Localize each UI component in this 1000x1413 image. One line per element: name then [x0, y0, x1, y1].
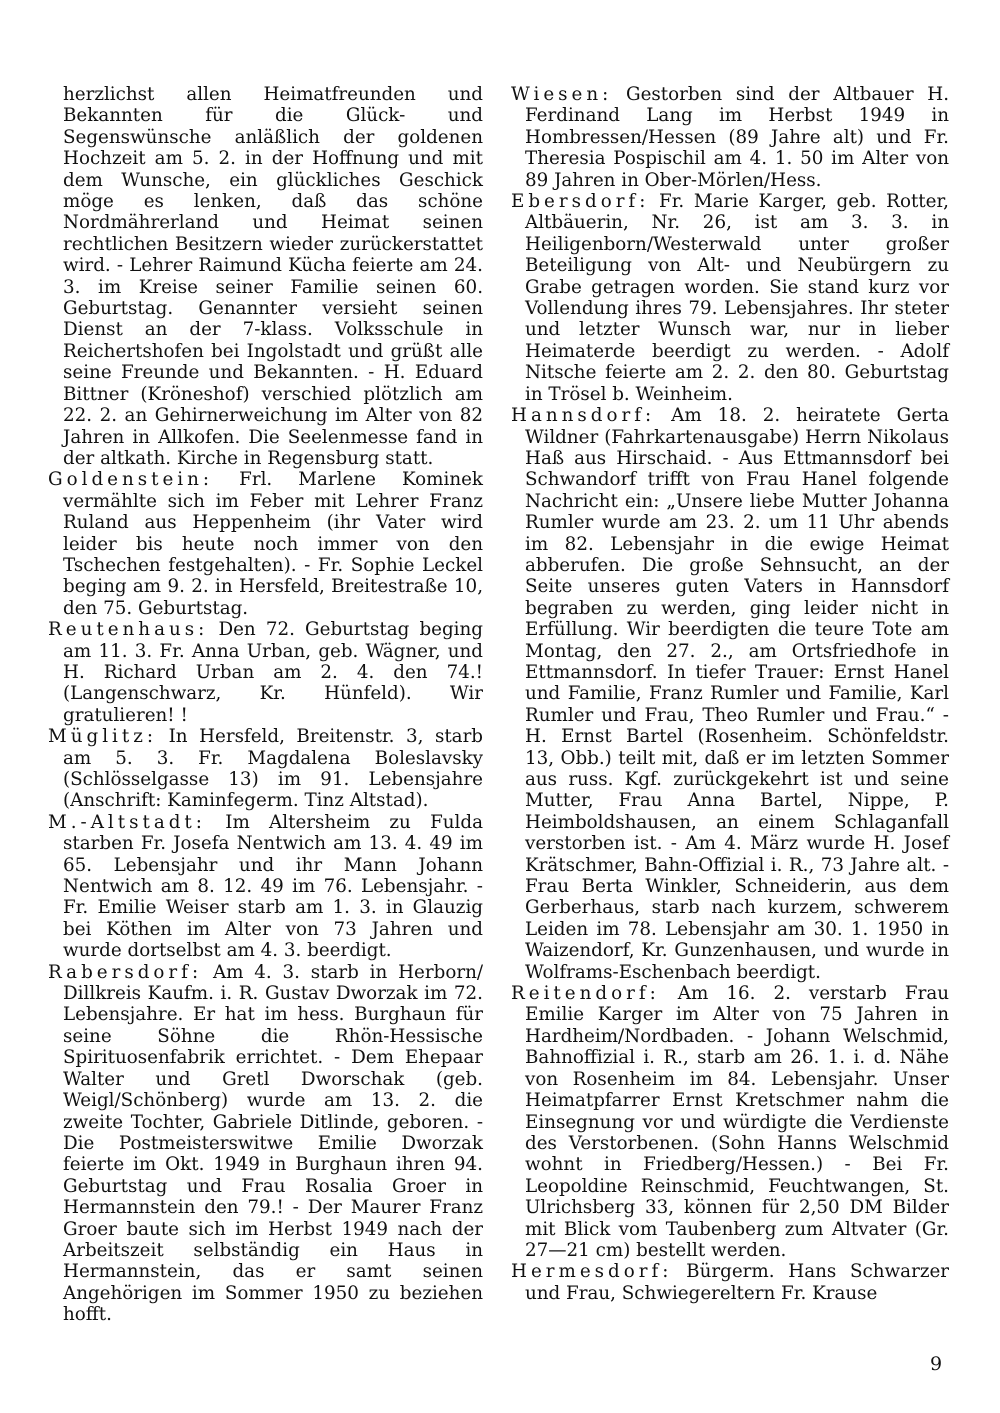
entry-goldenstein [48, 469, 483, 619]
left-column [48, 84, 483, 1326]
place-name: Müglitz: [48, 726, 158, 748]
entry-hermesdorf [511, 1261, 949, 1304]
place-name: Wiesen: [511, 84, 613, 105]
entry-text: Im Altersheim zu Fulda starben Fr. Josefa Nentwich am 13. 4. 49 im 65. Lebensjahr und ihr Mann Johann Nentwich am 8. 12. 49 im 76. Lebensjahr. - Fr. Emilie Weiser starb am 1. 3. in Glauzig bei Köthen im Alter von 73 Jahren und wurde dortselbst am 4. 3. beerdigt. [63, 811, 484, 962]
entry-continuation [48, 84, 483, 469]
entry-mueglitz [48, 726, 483, 812]
entry-wiesen [511, 84, 949, 191]
entry-text: Den 72. Geburtstag beging am 11. 3. Fr. Anna Urban, geb. Wägner, und H. Richard Urban am 2. 4. den 74.! (Langenschwarz, Kr. Hünfeld). Wir gratulieren! ! [63, 619, 484, 726]
entry-text: Am 16. 2. verstarb Frau Emilie Karger im Alter von 75 Jahren in Hardheim/Nordbaden. - Johann Welschmid, Bahnoffizial i. R., starb am 26. 1. i. d. Nähe von Rosenheim im 84. Lebensjahr. Unser Heimatpfarrer Ernst Kretschmer nahm die Einsegnung vor und würdigte die Verdienste des Verstorbenen. (Sohn Hanns Welschmid wohnt in Friedberg/Hessen.) - Bei Fr. Leopoldine Reinschmid, Feuchtwangen, St. Ulrichsberg 33, können für 2,50 DM Bilder mit Blick vom Taubenberg zum Altvater (Gr. 27—21 cm) bestellt werden. [525, 983, 949, 1261]
right-column [511, 84, 949, 1304]
entry-text: Fr. Marie Karger, geb. Rotter, Altbäuerin, Nr. 26, ist am 3. 3. in Heiligenborn/Westerwald unter großer Beteiligung von Alt- und Neubürgern zu Grabe getragen worden. Sie stand kurz vor Vollendung ihres 79. Lebensjahres. Ihr steter und letzter Wunsch war, nur in lieber Heimaterde beerdigt zu werden. - Adolf Nitsche feierte am 2. 2. den 80. Geburtstag in Trösel b. Weinheim. [525, 191, 949, 405]
entry-text: Am 18. 2. heiratete Gerta Wildner (Fahrkartenausgabe) Herrn Nikolaus Haß aus Hirschaid. - Aus Ettmannsdorf bei Schwandorf trifft von Frau Hanel folgende Nachricht ein: „Unsere liebe Mutter Johanna Rumler wurde am 23. 2. um 11 Uhr abends im 82. Lebensjahr in die ewige Heimat abberufen. Die große Sehnsucht, an der Seite unseres guten Vaters in Hannsdorf begraben zu werden, ging leider nicht in Erfüllung. Wir beerdigten die teure Tote am Montag, den 27. 2., am Ortsfriedhofe in Ettmannsdorf. In tiefer Trauer: Ernst Hanel und Familie, Franz Rumler und Familie, Karl Rumler und Frau, Theo Rumler und Frau.“ - H. Ernst Bartel (Rosenheim. Schönfeldstr. 13, Obb.) teilt mit, daß er im letzten Sommer aus russ. Kgf. zurückgekehrt ist und seine Mutter, Frau Anna Bartel, Nippe, P. Heimboldshausen, an einem Schlaganfall verstorben ist. - Am 4. März wurde H. Josef Krätschmer, Bahn-Offizial i. R., 73 Jahre alt. - Frau Berta Winkler, Schneiderin, aus dem Gerberhaus, starb nach kurzem, schwerem Leiden im 78. Lebensjahr am 30. 1. 1950 in Waizendorf, Kr. Gunzenhausen, und wurde in Wolframs-Eschenbach beerdigt. [525, 405, 949, 983]
entry-reitendorf [511, 983, 949, 1261]
place-name: Hannsdorf: [511, 405, 656, 427]
place-name: Ebersdorf: [511, 191, 650, 213]
place-name: M.-Altstadt: [48, 811, 206, 833]
place-name: Rabersdorf: [48, 961, 203, 983]
entry-text: herzlichst allen Heimatfreunden und Bekannten für die Glück- und Segenswünsche anläßlich der goldenen Hochzeit am 5. 2. in der Hoffnung und mit dem Wunsche, ein glückliches Geschick möge es lenken, daß das schöne Nordmährerland und Heimat seinen rechtlichen Besitzern wieder zurückerstattet wird. - Lehrer Raimund Kücha feierte am 24. 3. im Kreise seiner Familie seinen 60. Geburtstag. Genannter versieht seinen Dienst an der 7-klass. Volksschule in Reichertshofen bei Ingolstadt und grüßt alle seine Freunde und Bekannten. - H. Eduard Bittner (Kröneshof) verschied plötzlich am 22. 2. an Gehirnerweichung im Alter von 82 Jahren in Allkofen. Die Seelenmesse fand in der altkath. Kirche in Regensburg statt. [63, 84, 483, 469]
entry-rabersdorf [48, 962, 483, 1326]
entry-text: Bürgerm. Hans Schwarzer und Frau, Schwiegereltern Fr. Krause [525, 1261, 950, 1304]
page-number: 9 [930, 1353, 943, 1375]
entry-reutenhaus [48, 619, 483, 726]
entry-text: Am 4. 3. starb in Herborn/ Dillkreis Kaufm. i. R. Gustav Dworzak im 72. Lebensjahre. Er hat im hess. Burghaun für seine Söhne die Rhön-Hessische Spirituosenfabrik errichtet. - Dem Ehepaar Walter und Gretl Dworschak (geb. Weigl/Schönberg) wurde am 13. 2. die zweite Tochter, Gabriele Ditlinde, geboren. - Die Postmeisterswitwe Emilie Dworzak feierte im Okt. 1949 in Burghaun ihren 94. Geburtstag und Frau Rosalia Groer in Hermannstein den 79.! - Der Maurer Franz Groer baute sich im Herbst 1949 nach der Arbeitszeit selbständig ein Haus in Hermannstein, das er samt seinen Angehörigen im Sommer 1950 zu beziehen hofft. [63, 961, 483, 1326]
place-name: Reutenhaus: [48, 619, 209, 641]
place-name: Hermesdorf: [511, 1261, 673, 1283]
entry-text: In Hersfeld, Breitenstr. 3, starb am 5. 3. Fr. Magdalena Boleslavsky (Schlösselgasse 13) im 91. Lebensjahre (Anschrift: Kaminfegerm. Tinz Altstad). [63, 726, 484, 812]
entry-text: Frl. Marlene Kominek vermählte sich im Feber mit Lehrer Franz Ruland aus Heppenheim (ihr Vater wird leider bis heute noch immer von den Tschechen festgehalten). - Fr. Sophie Leckel beging am 9. 2. in Hersfeld, Breitestraße 10, den 75. Geburtstag. [63, 469, 483, 619]
entry-m-altstadt [48, 812, 483, 962]
entry-hannsdorf [511, 405, 949, 983]
entry-ebersdorf [511, 191, 949, 405]
place-name: Reitendorf: [511, 983, 660, 1005]
entry-text: Gestorben sind der Altbauer H. Ferdinand Lang im Herbst 1949 in Hombressen/Hessen (89 Jahre alt) und Fr. Theresia Pospischil am 4. 1. 50 im Alter von 89 Jahren in Ober-Mörlen/Hess. [525, 84, 950, 191]
place-name: Goldenstein: [48, 469, 214, 491]
